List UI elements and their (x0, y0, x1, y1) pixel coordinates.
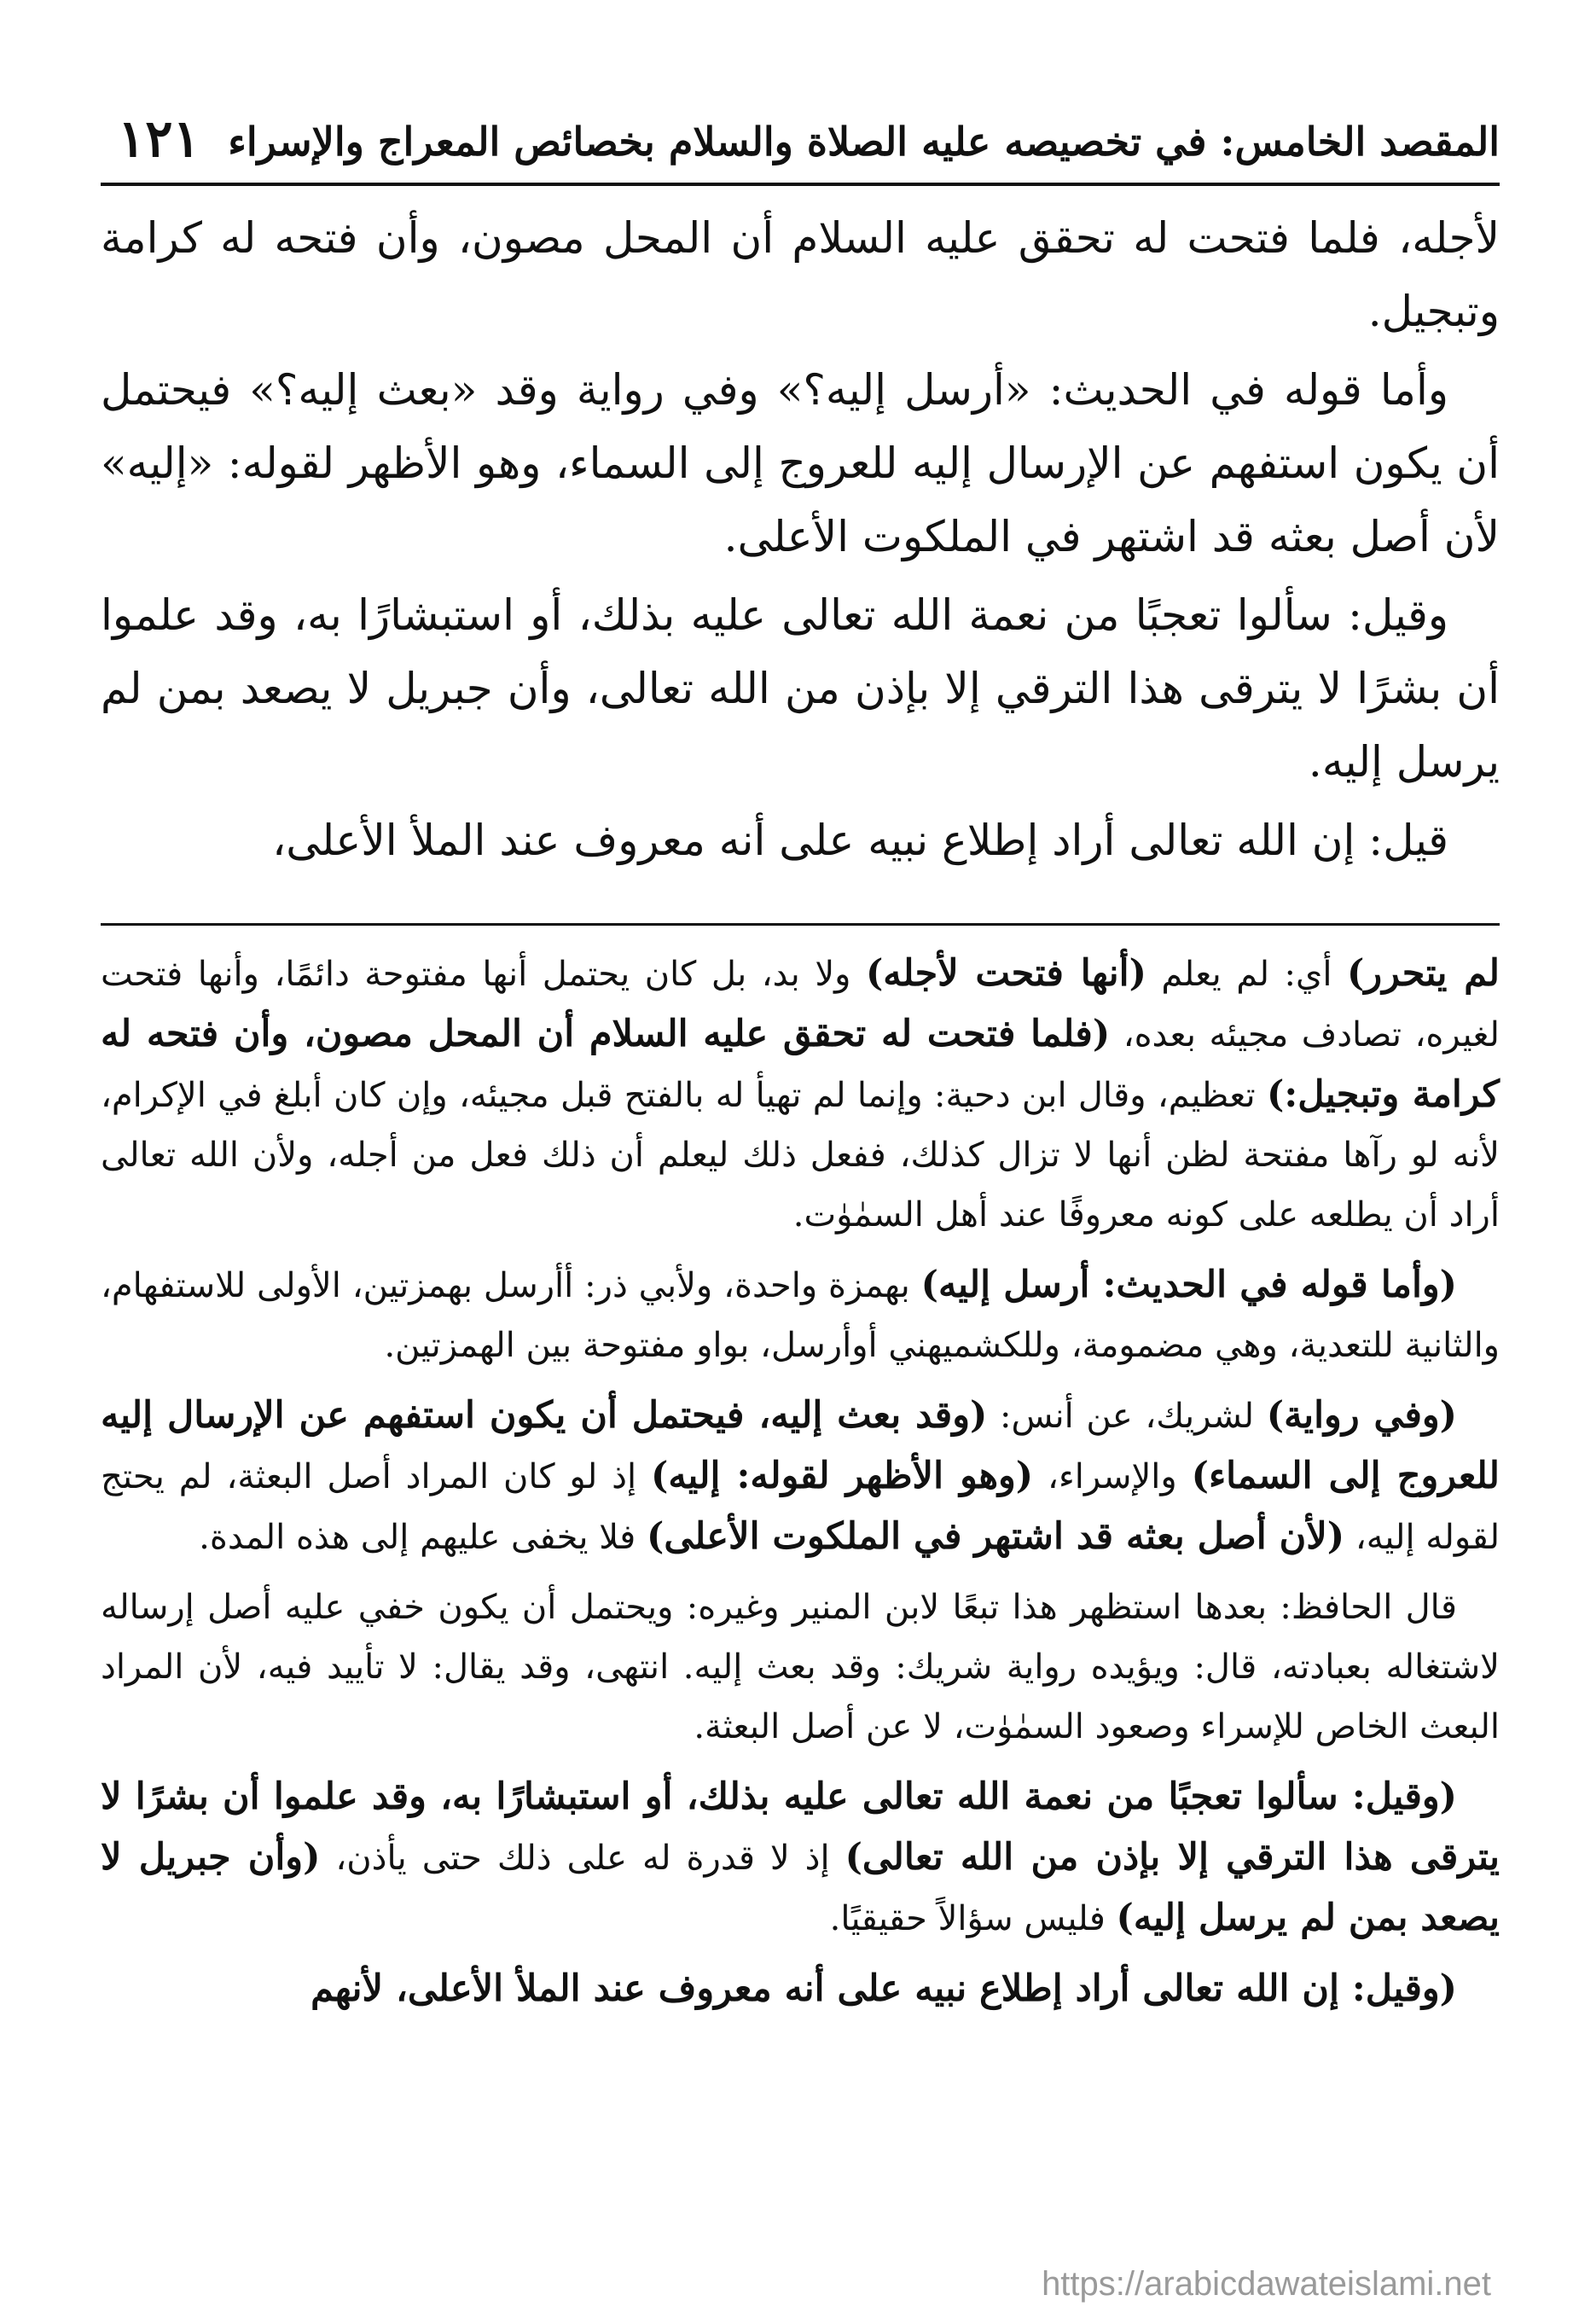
explanation-text: لشريك، عن أنس: (987, 1397, 1267, 1436)
quoted-text: (وهو الأظهر لقوله: إليه) (650, 1455, 1034, 1497)
header-rule (101, 183, 1500, 186)
watermark-url: https://arabicdawateislami.net (1042, 2265, 1491, 2303)
explanation-text: أي: لم يعلم (1146, 955, 1347, 994)
quoted-text: لم يتحرر) (1346, 952, 1500, 995)
commentary-paragraph-4 (101, 1577, 1500, 1757)
quoted-text: (لأن أصل بعثه قد اشتهر في الملكوت الأعلى) (646, 1515, 1345, 1558)
running-title: المقصد الخامس: في تخصيصه عليه الصلاة والسلام بخصائص المعراج والإسراء (228, 119, 1500, 165)
main-paragraph-4: قيل: إن الله تعالى أراد إطلاع نبيه على أنه معروف عند الملأ الأعلى، (272, 816, 1448, 865)
quoted-text: (وقيل: سألوا تعجبًا من نعمة الله تعالى عليه بذلك، أو استبشارًا به، وقد علموا أن بشرًا لا يترقى هذا الترقي إلا بإذن من الله تعالى) (101, 1775, 1500, 1879)
explanation-text: بهمزة واحدة، ولأبي ذر: أأرسل بهمزتين، الأولى للاستفهام، والثانية للتعدية، وهي مضمومة، وللكشميهني أوأرسل، بواو مفتوحة بين الهمزتين. (101, 1266, 1500, 1365)
explanation-text: إذ لو كان المراد أصل البعثة، لم يحتج لقوله إليه، (101, 1457, 1500, 1557)
page-number: ١٢١ (118, 109, 200, 169)
commentary-paragraph-1 (101, 944, 1500, 1245)
explanation-text: تعظيم، وقال ابن دحية: وإنما لم تهيأ له بالفتح قبل مجيئه، وإن كان أبلغ في الإكرام، لأنه لو رآها مفتحة لظن أنها لا تزال كذلك، ففعل ذلك ليعلم أن ذلك فعل من أجله، ولأن الله تعالى أراد أن يطلعه على كونه معروفًا عند أهل السمٰوٰت. (101, 1076, 1500, 1235)
explanation-text: فليس سؤالاً حقيقيًا. (829, 1899, 1117, 1938)
explanation-text: قال الحافظ: بعدها استظهر هذا تبعًا لابن المنير وغيره: ويحتمل أن يكون خفي عليه أصل إرساله لاشتغاله بعبادته، قال: ويؤيده رواية شريك: وقد بعث إليه. انتهى، وقد يقال: لا تأييد فيه، لأن المراد البعث الخاص للإسراء وصعود السمٰوٰت، لا عن أصل البعثة. (101, 1588, 1500, 1746)
commentary-paragraph-6 (101, 1959, 1500, 2019)
quoted-text: (وقيل: إن الله تعالى أراد إطلاع نبيه على أنه معروف عند الملأ الأعلى، لأنهم (311, 1967, 1457, 2010)
explanation-text: إذ لا قدرة له على ذلك حتى يأذن، (320, 1839, 845, 1878)
commentary-paragraph-2 (101, 1255, 1500, 1375)
explanation-text: ولا بد، بل كان يحتمل أنها مفتوحة دائمًا، وأنها فتحت لغيره، تصادف مجيئه بعده، (101, 955, 1500, 1055)
explanation-text: والإسراء، (1033, 1457, 1192, 1496)
quoted-text: (وفي رواية) (1266, 1394, 1458, 1437)
main-text (101, 201, 1500, 901)
main-paragraph-2: وأما قوله في الحديث: «أرسل إليه؟» وفي رواية وقد «بعث إليه؟» فيحتمل أن يكون استفهم عن الإرسال إليه للعروج إلى السماء، وهو الأظهر لقوله: «إليه» لأن أصل بعثه قد اشتهر في الملكوت الأعلى. (101, 365, 1500, 561)
quoted-text: (وأن جبريل لا يصعد بمن لم يرسل إليه) (101, 1836, 1500, 1939)
explanation-text: فلا يخفى عليهم إلى هذه المدة. (199, 1518, 647, 1557)
quoted-text: (أنها فتحت لأجله) (865, 952, 1146, 995)
commentary-paragraph-3 (101, 1386, 1500, 1567)
main-paragraph-1: لأجله، فلما فتحت له تحقق عليه السلام أن المحل مصون، وأن فتحه له كرامة وتبجيل. (101, 213, 1500, 336)
book-page (101, 82, 1500, 2266)
quoted-text: (وأما قوله في الحديث: أرسل إليه) (920, 1264, 1458, 1306)
running-header (101, 107, 1500, 184)
commentary-paragraph-5 (101, 1767, 1500, 1949)
main-paragraph-3: وقيل: سألوا تعجبًا من نعمة الله تعالى عليه بذلك، أو استبشارًا به، وقد علموا أن بشرًا لا يترقى هذا الترقي إلا بإذن من الله تعالى، وأن جبريل لا يصعد بمن لم يرسل إليه. (101, 590, 1500, 787)
commentary-divider (101, 923, 1500, 926)
quoted-text: (فلما فتحت له تحقق عليه السلام أن المحل مصون، وأن فتحه له كرامة وتبجيل:) (101, 1013, 1500, 1116)
commentary (101, 944, 1500, 2223)
quoted-text: (وقد بعث إليه، فيحتمل أن يكون استفهم عن الإرسال إليه للعروج إلى السماء) (101, 1394, 1500, 1497)
